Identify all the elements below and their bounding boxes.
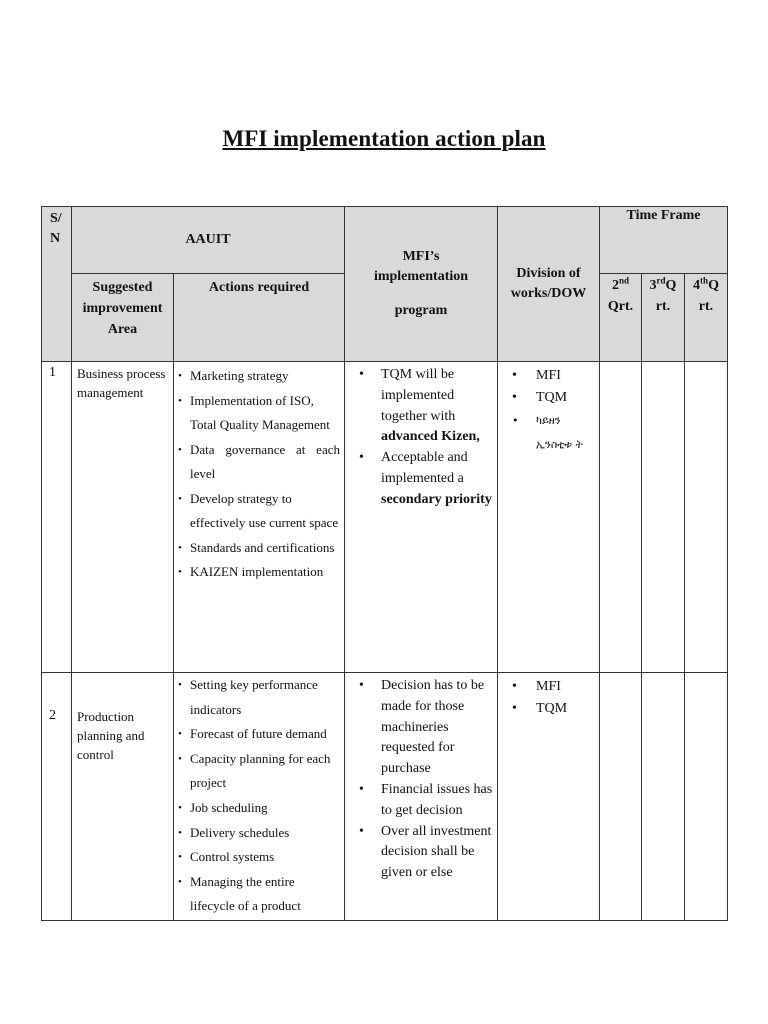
row2-q2: [600, 673, 642, 921]
header-sn: S/ N: [42, 207, 72, 362]
header-q2: [600, 274, 642, 362]
dow-item: • TQM: [512, 698, 595, 720]
dow-item: • MFI: [512, 676, 595, 698]
header-mfi-program: [345, 207, 498, 362]
q3-rest: Q rt.: [655, 278, 677, 314]
action-item: • Develop strategy to effectively use current space: [178, 487, 340, 536]
row2-q3: [642, 673, 685, 921]
row2-dow: [498, 673, 600, 921]
action-item: • Data governance at each level: [178, 438, 340, 487]
document-title: MFI implementation action plan: [222, 126, 546, 151]
row2-sn: 2: [42, 673, 72, 921]
table-row: [42, 362, 728, 673]
program-item: • Decision has to be made for those machineries requested for purchase: [359, 676, 493, 780]
q4-num: 4: [693, 278, 701, 293]
header-suggested-area: Suggested improvement Area: [72, 274, 174, 362]
row1-program: [345, 362, 498, 673]
dow-item: • MFI: [512, 365, 595, 387]
q2-rest: Qrt.: [607, 299, 634, 314]
row2-actions: [174, 673, 345, 921]
row1-area: Business process management: [72, 362, 174, 673]
action-item: • Capacity planning for each project: [178, 747, 340, 796]
row1-q2: [600, 362, 642, 673]
dow-item: • TQM: [512, 387, 595, 409]
action-item: • Control systems: [178, 845, 340, 870]
action-item: • Delivery schedules: [178, 821, 340, 846]
header-division: Division of works/DOW: [498, 207, 600, 362]
header-aauit: AAUIT: [72, 207, 345, 274]
row2-area: Production planning and control: [72, 673, 174, 921]
row1-q4: [685, 362, 728, 673]
program-item: [359, 365, 493, 448]
program-text: TQM will be implemented together with: [381, 367, 456, 424]
table-row: [42, 673, 728, 921]
dow-item: • ካይዘን ኢንስቲቱ ት: [512, 409, 595, 457]
header-actions-required: Actions required: [174, 274, 345, 362]
program-item: • Financial issues has to get decision: [359, 780, 493, 822]
program-item: • Over all investment decision shall be given or else: [359, 822, 493, 884]
action-item: • KAIZEN implementation: [178, 560, 340, 585]
q4-sup: th: [700, 275, 709, 286]
q3-sup: rd: [656, 275, 666, 286]
row2-program: [345, 673, 498, 921]
action-item: • Marketing strategy: [178, 364, 340, 389]
program-item: [359, 448, 493, 510]
header-mfi-program-line1: MFI’s implementation: [373, 249, 469, 284]
action-item: • Forecast of future demand: [178, 722, 340, 747]
row1-sn: 1: [42, 362, 72, 673]
q3-num: 3: [649, 278, 657, 293]
program-bold: secondary priority: [381, 491, 492, 507]
action-item: • Standards and certifications: [178, 536, 340, 561]
header-mfi-program-line2: program: [394, 303, 448, 318]
header-q3: [642, 274, 685, 362]
row2-q4: [685, 673, 728, 921]
row1-actions: [174, 362, 345, 673]
header-q4: [685, 274, 728, 362]
program-text: Acceptable and implemented a: [381, 450, 468, 486]
q2-sup: nd: [618, 275, 629, 286]
action-item: • Setting key performance indicators: [178, 673, 340, 722]
action-item: • Managing the entire lifecycle of a product: [178, 870, 340, 919]
action-item: • Job scheduling: [178, 796, 340, 821]
q2-num: 2: [611, 278, 619, 293]
row1-q3: [642, 362, 685, 673]
row1-dow: [498, 362, 600, 673]
header-time-frame: Time Frame: [600, 207, 728, 274]
q4-rest: Q rt.: [698, 278, 719, 314]
program-bold: advanced Kizen,: [381, 429, 480, 445]
action-plan-table: [41, 206, 728, 921]
action-item: • Implementation of ISO, Total Quality Management: [178, 389, 340, 438]
